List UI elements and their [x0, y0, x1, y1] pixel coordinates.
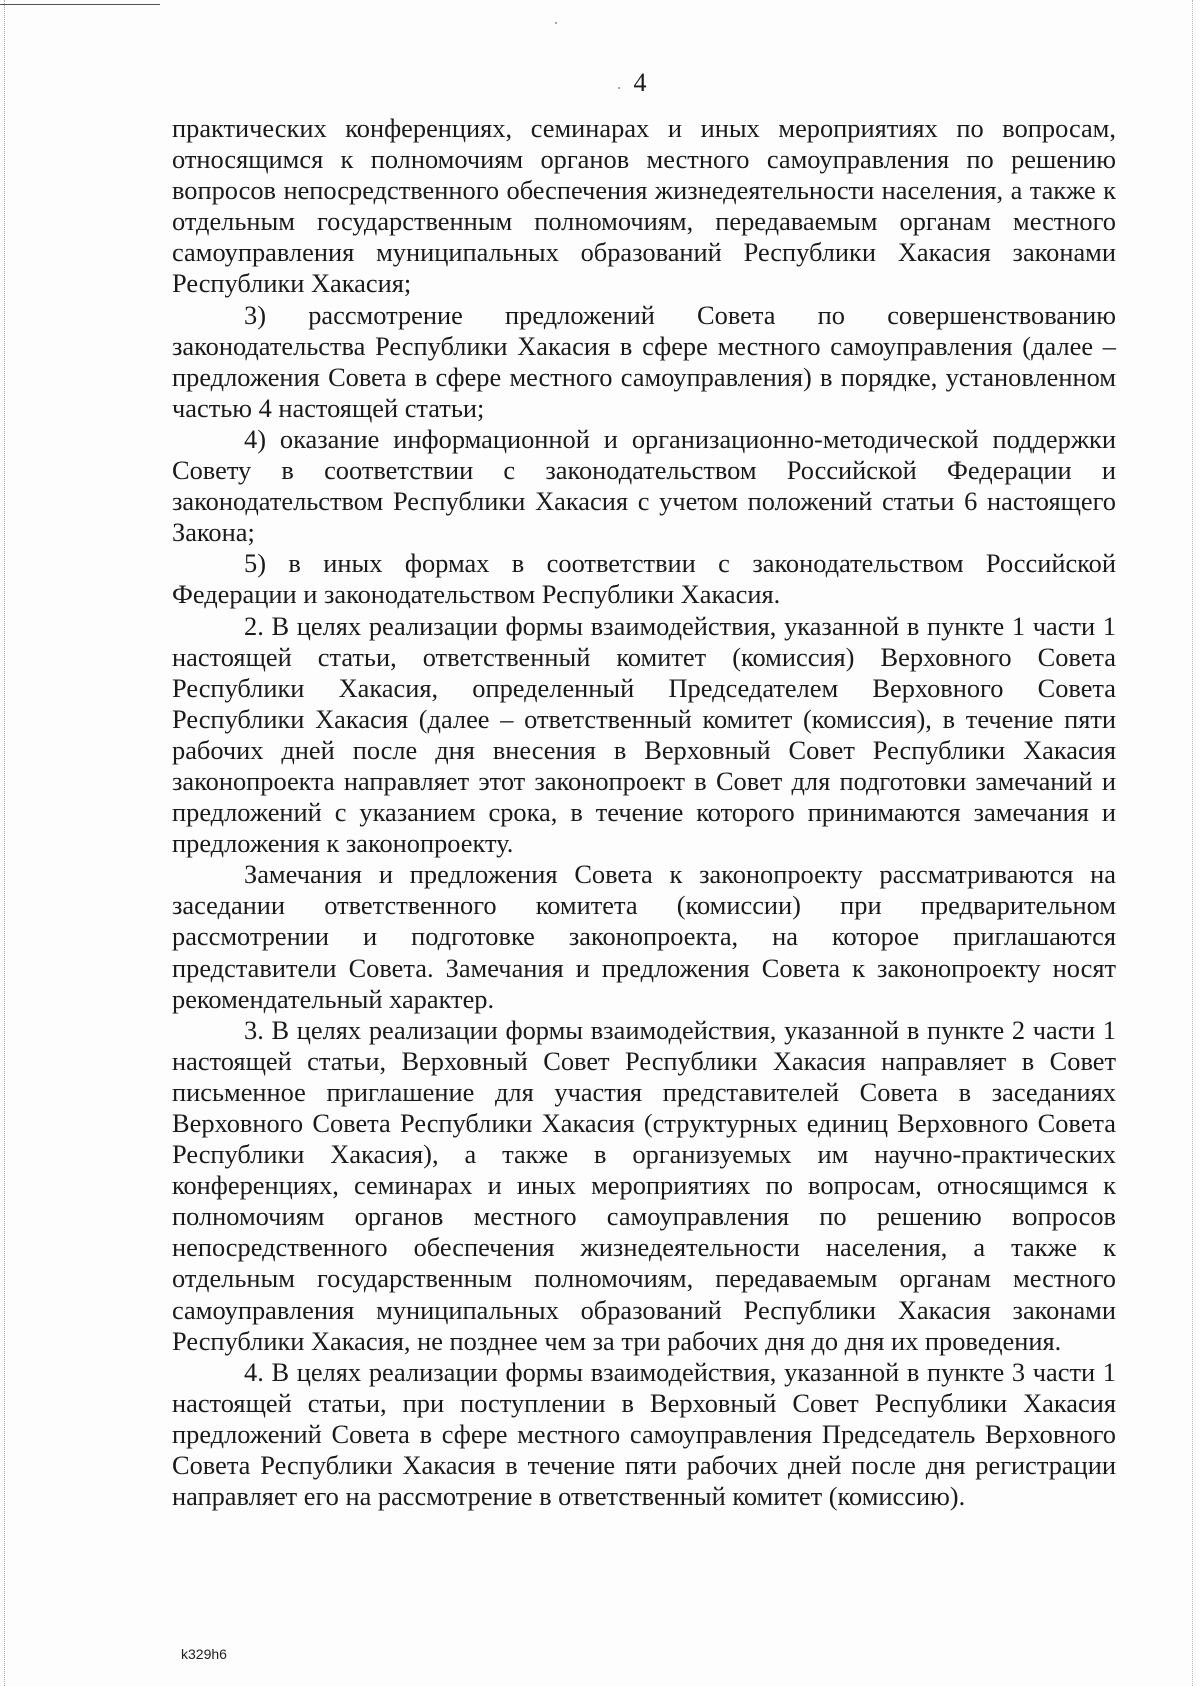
paragraph-item-5: 5) в иных формах в соответствии с законодательством Российской Федерации и законодательством Республики Хакасия. [172, 548, 1116, 610]
document-code: k329h6 [181, 1646, 227, 1662]
scan-top-line [0, 4, 160, 5]
paragraph-item-4: 4) оказание информационной и организационно-методической поддержки Совету в соответствии с законодательством Российской Федерации и законодательством Республики Хакасия с учетом положений статьи 6 настоящего Закона; [172, 423, 1116, 548]
paragraph-part-4: 4. В целях реализации формы взаимодействия, указанной в пункте 3 части 1 настоящей статьи, при поступлении в Верховный Совет Республики Хакасия предложений Совета в сфере местного самоуправления Председатель Верховного Совета Республики Хакасия в течение пяти рабочих дней после дня регистрации направляет его на рассмотрение в ответственный комитет (комиссию). [172, 1356, 1116, 1512]
paragraph-part-2: 2. В целях реализации формы взаимодействия, указанной в пункте 1 части 1 настоящей статьи, ответственный комитет (комиссия) Верховного Совета Республики Хакасия, определенный Председателем Верховного Совета Республики Хакасия (далее – ответственный комитет (комиссия), в течение пяти рабочих дней после дня внесения в Верховный Совет Республики Хакасия законопроекта направляет этот законопроект в Совет для подготовки замечаний и предложений с указанием срока, в течение которого принимаются замечания и предложения к законопроекту. [172, 610, 1116, 859]
paragraph-part-2-remarks: Замечания и предложения Совета к законопроекту рассматриваются на заседании ответственного комитета (комиссии) при предварительном рассмотрении и подготовке законопроекта, на которое приглашаются представители Совета. Замечания и предложения Совета к законопроекту носят рекомендательный характер. [172, 859, 1116, 1014]
paragraph-continuation: практических конференциях, семинарах и иных мероприятиях по вопросам, относящимся к полномочиям органов местного самоуправления по решению вопросов непосредственного обеспечения жизнедеятельности населения, а также к отдельным государственным полномочиям, передаваемым органам местного самоуправления муниципальных образований Республики Хакасия законами Республики Хакасия; [172, 113, 1116, 299]
page-number: 4 [633, 68, 647, 97]
paragraph-part-3: 3. В целях реализации формы взаимодействия, указанной в пункте 2 части 1 настоящей статьи, Верховный Совет Республики Хакасия направляет в Совет письменное приглашение для участия представителей Совета в заседаниях Верховного Совета Республики Хакасия (структурных единиц Верховного Совета Республики Хакасия), а также в организуемых им научно-практических конференциях, семинарах и иных мероприятиях по вопросам, относящимся к полномочиям органов местного самоуправления по решению вопросов непосредственного обеспечения жизнедеятельности населения, а также к отдельным государственным полномочиям, передаваемым органам местного самоуправления муниципальных образований Республики Хакасия законами Республики Хакасия, не позднее чем за три рабочих дня до дня их проведения. [172, 1014, 1116, 1356]
paragraph-item-3: 3) рассмотрение предложений Совета по совершенствованию законодательства Республики Хакасия в сфере местного самоуправления (далее – предложения Совета в сфере местного самоуправления) в порядке, установленном частью 4 настоящей статьи; [172, 299, 1116, 423]
scan-edge-right [1192, 0, 1195, 1686]
document-body [172, 113, 1116, 1512]
scan-dot [555, 22, 557, 24]
scan-edge-left [4, 0, 7, 1686]
